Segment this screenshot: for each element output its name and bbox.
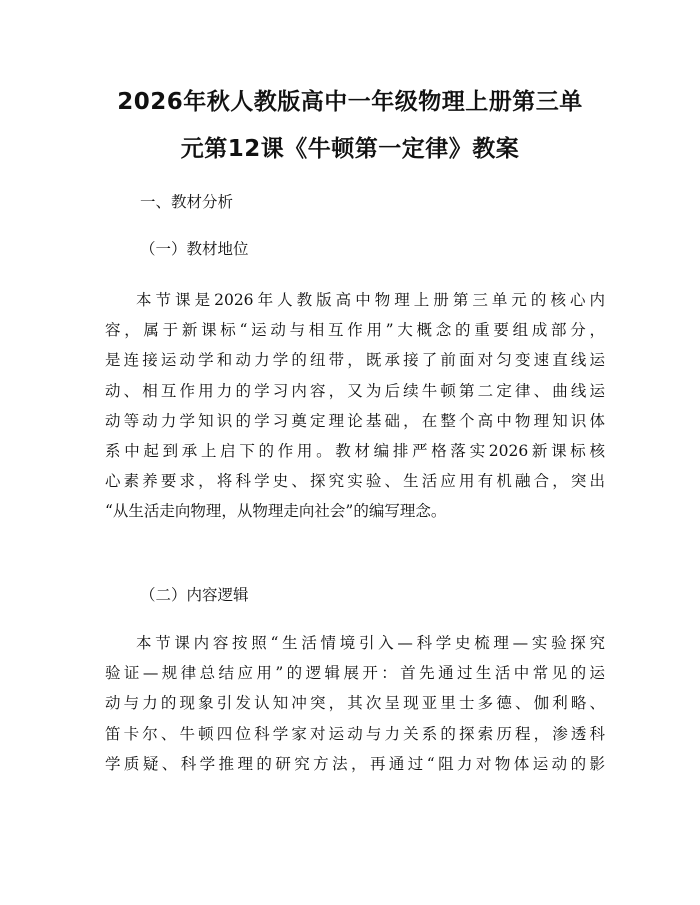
paragraph-line: 心素养要求，将科学史、探究实验、生活应用有机融合，突出 [105,472,605,491]
paragraph-line: “从生活走向物理，从物理走向社会”的编写理念。 [105,502,447,521]
subsection-heading-content-logic: （二）内容逻辑 [140,586,249,604]
paragraph-line: 笛卡尔、牛顿四位科学家对运动与力关系的探索历程，渗透科 [105,724,605,743]
document-title-line-1: 2026年秋人教版高中一年级物理上册第三单 [117,89,583,115]
paragraph-line: 本节课是2026年人教版高中物理上册第三单元的核心内 [136,291,605,309]
paragraph-line: 验证—规律总结应用”的逻辑展开：首先通过生活中常见的运 [105,664,605,683]
document-title-line-2: 元第12课《牛顿第一定律》教案 [180,136,520,162]
paragraph-line: 学质疑、科学推理的研究方法，再通过“阻力对物体运动的影 [105,754,605,773]
paragraph-line: 本节课内容按照“生活情境引入—科学史梳理—实验探究 [136,634,605,652]
paragraph-line: 容，属于新课标“运动与相互作用”大概念的重要组成部分， [105,321,605,340]
paragraph-line: 系中起到承上启下的作用。教材编排严格落实2026新课标核 [105,441,605,460]
paragraph-line: 动、相互作用力的学习内容，又为后续牛顿第二定律、曲线运 [105,381,605,400]
paragraph-line: 是连接运动学和动力学的纽带，既承接了前面对匀变速直线运 [105,351,605,370]
paragraph-line: 动等动力学知识的学习奠定理论基础，在整个高中物理知识体 [105,411,605,430]
paragraph-content-logic [105,628,605,779]
paragraph-line: 动与力的现象引发认知冲突，其次呈现亚里士多德、伽利略、 [105,694,605,713]
subsection-heading-material-status: （一）教材地位 [140,240,249,258]
paragraph-material-status [105,285,605,527]
section-heading-teaching-material-analysis: 一、教材分析 [140,193,234,211]
